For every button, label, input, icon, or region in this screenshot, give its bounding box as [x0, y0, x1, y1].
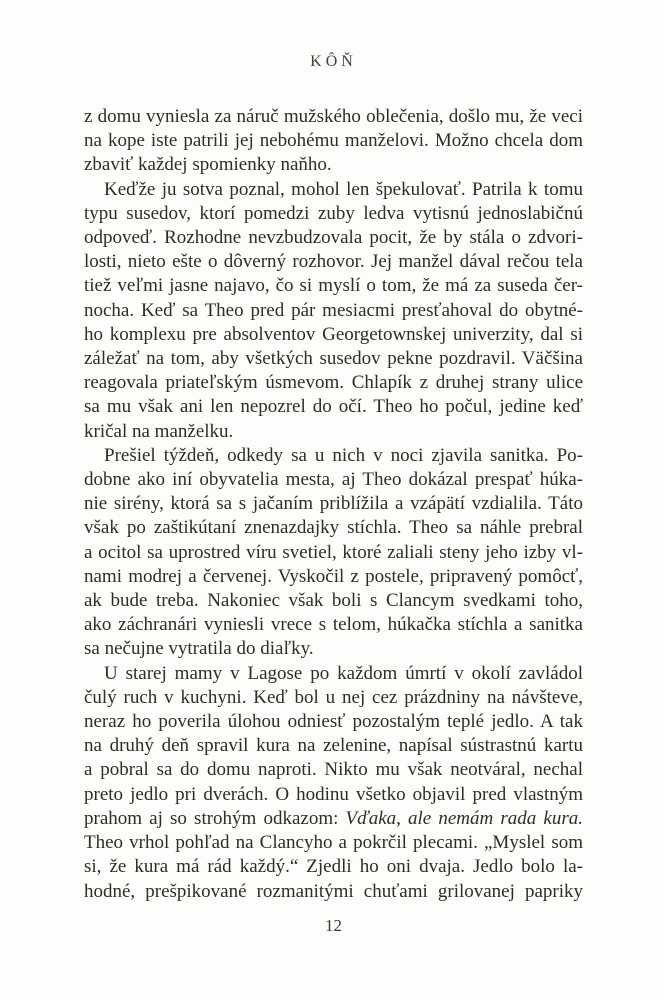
- text-line: preto jedlo pri dverách. O hodinu všetko objavil pred vlastným: [84, 783, 583, 805]
- text-line: U starej mamy v Lagose po každom úmrtí v okolí zavládol: [104, 662, 583, 684]
- text-line: však po zaštikútaní znenazdajky stíchla. Theo sa náhle prebral: [84, 517, 583, 539]
- paragraph: [84, 178, 583, 444]
- text-line: Keďže ju sotva poznal, mohol len špekulovať. Patrila k tomu: [104, 178, 583, 200]
- paragraph: [84, 105, 583, 178]
- running-header: KÔŇ: [310, 53, 357, 70]
- text-line: na druhý deň spravil kura na zelenine, napísal sústrastnú kartu: [84, 735, 583, 757]
- text-line: typu susedov, ktorí pomedzi zuby ledva vytisnú jednoslabičnú: [84, 202, 583, 224]
- text-line: nami modrej a červenej. Vyskočil z postele, pripravený pomôcť,: [84, 565, 583, 587]
- text-line: si, že kura má rád každý.“ Zjedli ho oni dvaja. Jedlo bolo la-: [84, 856, 583, 878]
- text-line: a pobral sa do domu naproti. Nikto mu však neotváral, nechal: [84, 759, 583, 781]
- text-line: na kope iste patrili jej nebohému manželovi. Možno chcela dom: [84, 130, 583, 152]
- text-line: reagovala priateľským úsmevom. Chlapík z druhej strany ulice: [84, 372, 583, 394]
- text-line: odpoveď. Rozhodne nevzbudzovala pocit, že by stála o zdvori-: [84, 227, 583, 249]
- text-line: ho komplexu pre absolventov Georgetownskej univerzity, dal si: [84, 323, 583, 345]
- text-line: čulý ruch v kuchyni. Keď bol u nej cez prázdniny na návšteve,: [84, 686, 583, 708]
- text-line: neraz ho poverila úlohou odniesť pozostalým teplé jedlo. A tak: [84, 711, 583, 733]
- text-line: sa mu však ani len nepozrel do očí. Theo ho počul, jedine keď: [84, 396, 583, 418]
- text-line: z domu vyniesla za náruč mužského oblečenia, došlo mu, že veci: [84, 106, 583, 127]
- text-line: tiež veľmi jasne najavo, čo si myslí o tom, že má za suseda čer-: [84, 275, 583, 297]
- text-line: ako záchranári vyniesli vrece s telom, húkačka stíchla a sanitka: [84, 614, 583, 636]
- text-line: Theo vrhol pohľad na Clancyho a pokrčil plecami. „Myslel som: [84, 832, 583, 854]
- paragraph: [84, 662, 583, 904]
- text-line: sa nečujne vytratila do diaľky.: [84, 638, 314, 660]
- text-line: a ocitol sa uprostred víru svetiel, ktoré zaliali steny jeho izby vl-: [84, 541, 583, 563]
- text-line: losti, nieto ešte o dôverný rozhovor. Jej manžel dával rečou tela: [84, 251, 583, 273]
- text-line: ak bude treba. Nakoniec však boli s Clancym svedkami toho,: [84, 590, 583, 612]
- text-line: prahom aj so strohým odkazom: Vďaka, ale nemám rada kura.: [84, 807, 583, 829]
- italic-note-text: Vďaka, ale nemám rada kura.: [345, 807, 583, 829]
- text-line: nocha. Keď sa Theo pred pár mesiacmi presťahoval do obytné-: [84, 299, 583, 321]
- text-line: kričal na manželku.: [84, 420, 234, 442]
- text-line: Prešiel týždeň, odkedy sa u nich v noci zjavila sanitka. Po-: [104, 444, 583, 466]
- text-line: hodné, prešpikované rozmanitými chuťami grilovanej papriky: [84, 880, 583, 902]
- paragraph: [84, 444, 583, 662]
- text-line: nie sirény, ktorá sa s jačaním priblížila a vzápätí vzdialila. Táto: [84, 493, 583, 515]
- page-number: 12: [325, 916, 342, 935]
- text-line: dobne ako iní obyvatelia mesta, aj Theo dokázal prespať húka-: [84, 469, 583, 491]
- text-line: zbaviť každej spomienky naňho.: [84, 154, 332, 176]
- text-line: záležať na tom, aby všetkých susedov pekne pozdravil. Väčšina: [84, 348, 583, 370]
- page-text: [84, 105, 583, 904]
